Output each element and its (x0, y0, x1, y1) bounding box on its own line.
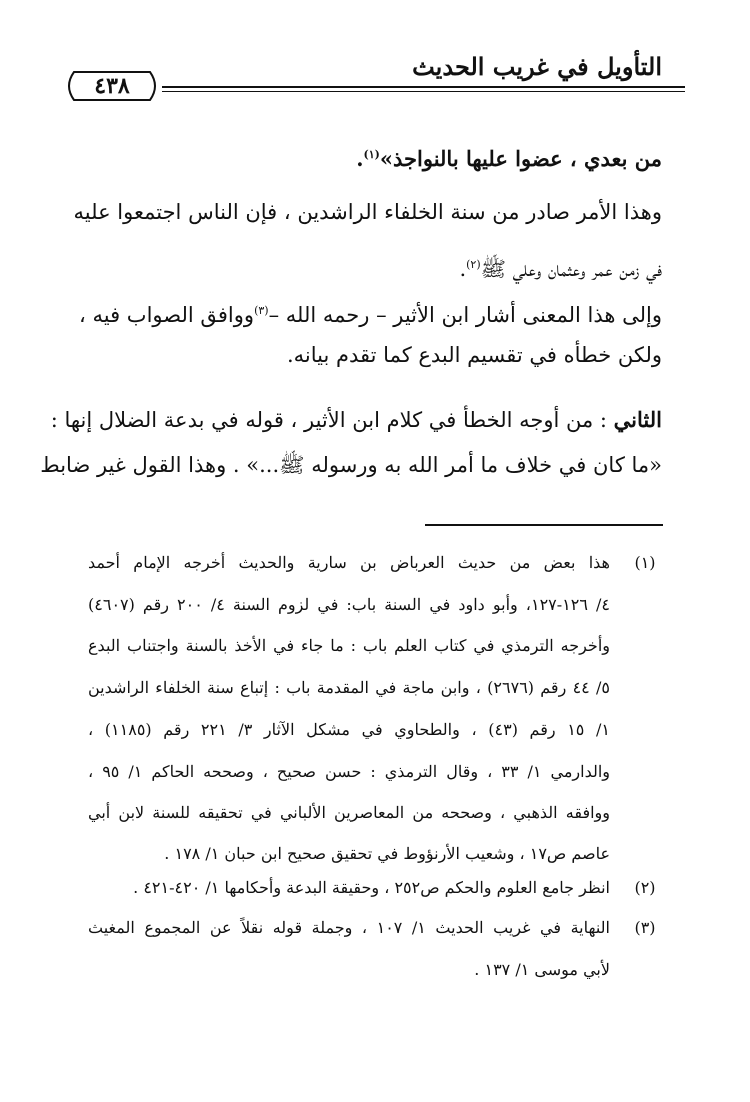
point-label: الثاني (613, 407, 662, 432)
footnote-ref-3[interactable]: (٣) (254, 304, 269, 317)
footnote-1-line: ١/ ١٥ رقم (٤٣) ، والطحاوي في مشكل الآثار ٣/ ٢٢١ رقم (١١٨٥) ، (88, 720, 610, 739)
footnote-1-line: وأخرجه الترمذي في كتاب العلم باب : ما جاء في الأخذ بالسنة واجتناب البدع (88, 636, 610, 655)
body-line-5: ولكن خطأه في تقسيم البدع كما تقدم بيانه. (286, 343, 662, 367)
body-line-3: في زمن عمر وعثمان وعلي ﷺ$^{(٢)}$. (459, 257, 662, 281)
footnote-number-2: (٢) (634, 878, 656, 897)
footnote-1-line: ووافقه الذهبي ، وصححه من المعاصرين الألباني في تحقيقه للسنة لابن أبي (88, 803, 610, 822)
footnote-separator (425, 524, 663, 526)
footnote-1-line: عاصم ص١٧ ، وشعيب الأرنؤوط في تحقيق صحيح ابن حبان ١/ ١٧٨ . (164, 844, 610, 863)
footnote-1-line: والدارمي ١/ ٣٣ ، وقال الترمذي : حسن صحيح ، وصححه الحاكم ١/ ٩٥ ، (88, 762, 611, 781)
footnote-3-line: لأبي موسى ١/ ١٣٧ . (474, 960, 610, 979)
header-rule (162, 86, 685, 88)
body-line-6: الثاني : من أوجه الخطأ في كلام ابن الأثير ، قوله في بدعة الضلال إنها : (50, 407, 662, 432)
footnote-ref-2[interactable]: (٢) (466, 258, 481, 271)
footnote-number-3: (٣) (634, 918, 656, 937)
running-title: التأويل في غريب الحديث (412, 52, 662, 81)
body-line-1: من بعدي ، عضوا عليها بالنواجذ»$^{(١)}$. (356, 146, 662, 171)
body-line-2: وهذا الأمر صادر من سنة الخلفاء الراشدين ، فإن الناس اجتمعوا عليه (73, 200, 662, 224)
footnote-1-line: ٥/ ٤٤ رقم (٢٦٧٦) ، وابن ماجة في المقدمة باب : إتباع سنة الخلفاء الراشدين (88, 678, 611, 697)
header-rule-thin (162, 91, 685, 92)
body-line-7: «ما كان في خلاف ما أمر الله به ورسوله ﷺ...» . وهذا القول غير ضابط (40, 453, 662, 477)
body-line-4: وإلى هذا المعنى أشار ابن الأثير – رحمه الله –$^{(٣)}$ووافق الصواب فيه ، (79, 303, 662, 327)
footnote-number-1: (١) (634, 553, 656, 572)
page-number-badge (60, 69, 164, 103)
footnote-ref-1[interactable]: (١) (363, 148, 380, 161)
footnote-1-line: ٤/ ١٢٦-١٢٧، وأبو داود في السنة باب: في لزوم السنة ٤/ ٢٠٠ رقم (٤٦٠٧) (88, 595, 610, 614)
footnote-3-line: النهاية في غريب الحديث ١/ ١٠٧ ، وجملة قوله نقلاً عن المجموع المغيث (88, 918, 610, 937)
footnote-2-line: انظر جامع العلوم والحكم ص٢٥٢ ، وحقيقة البدعة وأحكامها ١/ ٤٢٠-٤٢١ . (133, 878, 610, 897)
footnote-1-line: هذا بعض من حديث العرباض بن سارية والحديث أخرجه الإمام أحمد (88, 553, 610, 572)
page-number: ٤٣٨ (94, 73, 130, 99)
